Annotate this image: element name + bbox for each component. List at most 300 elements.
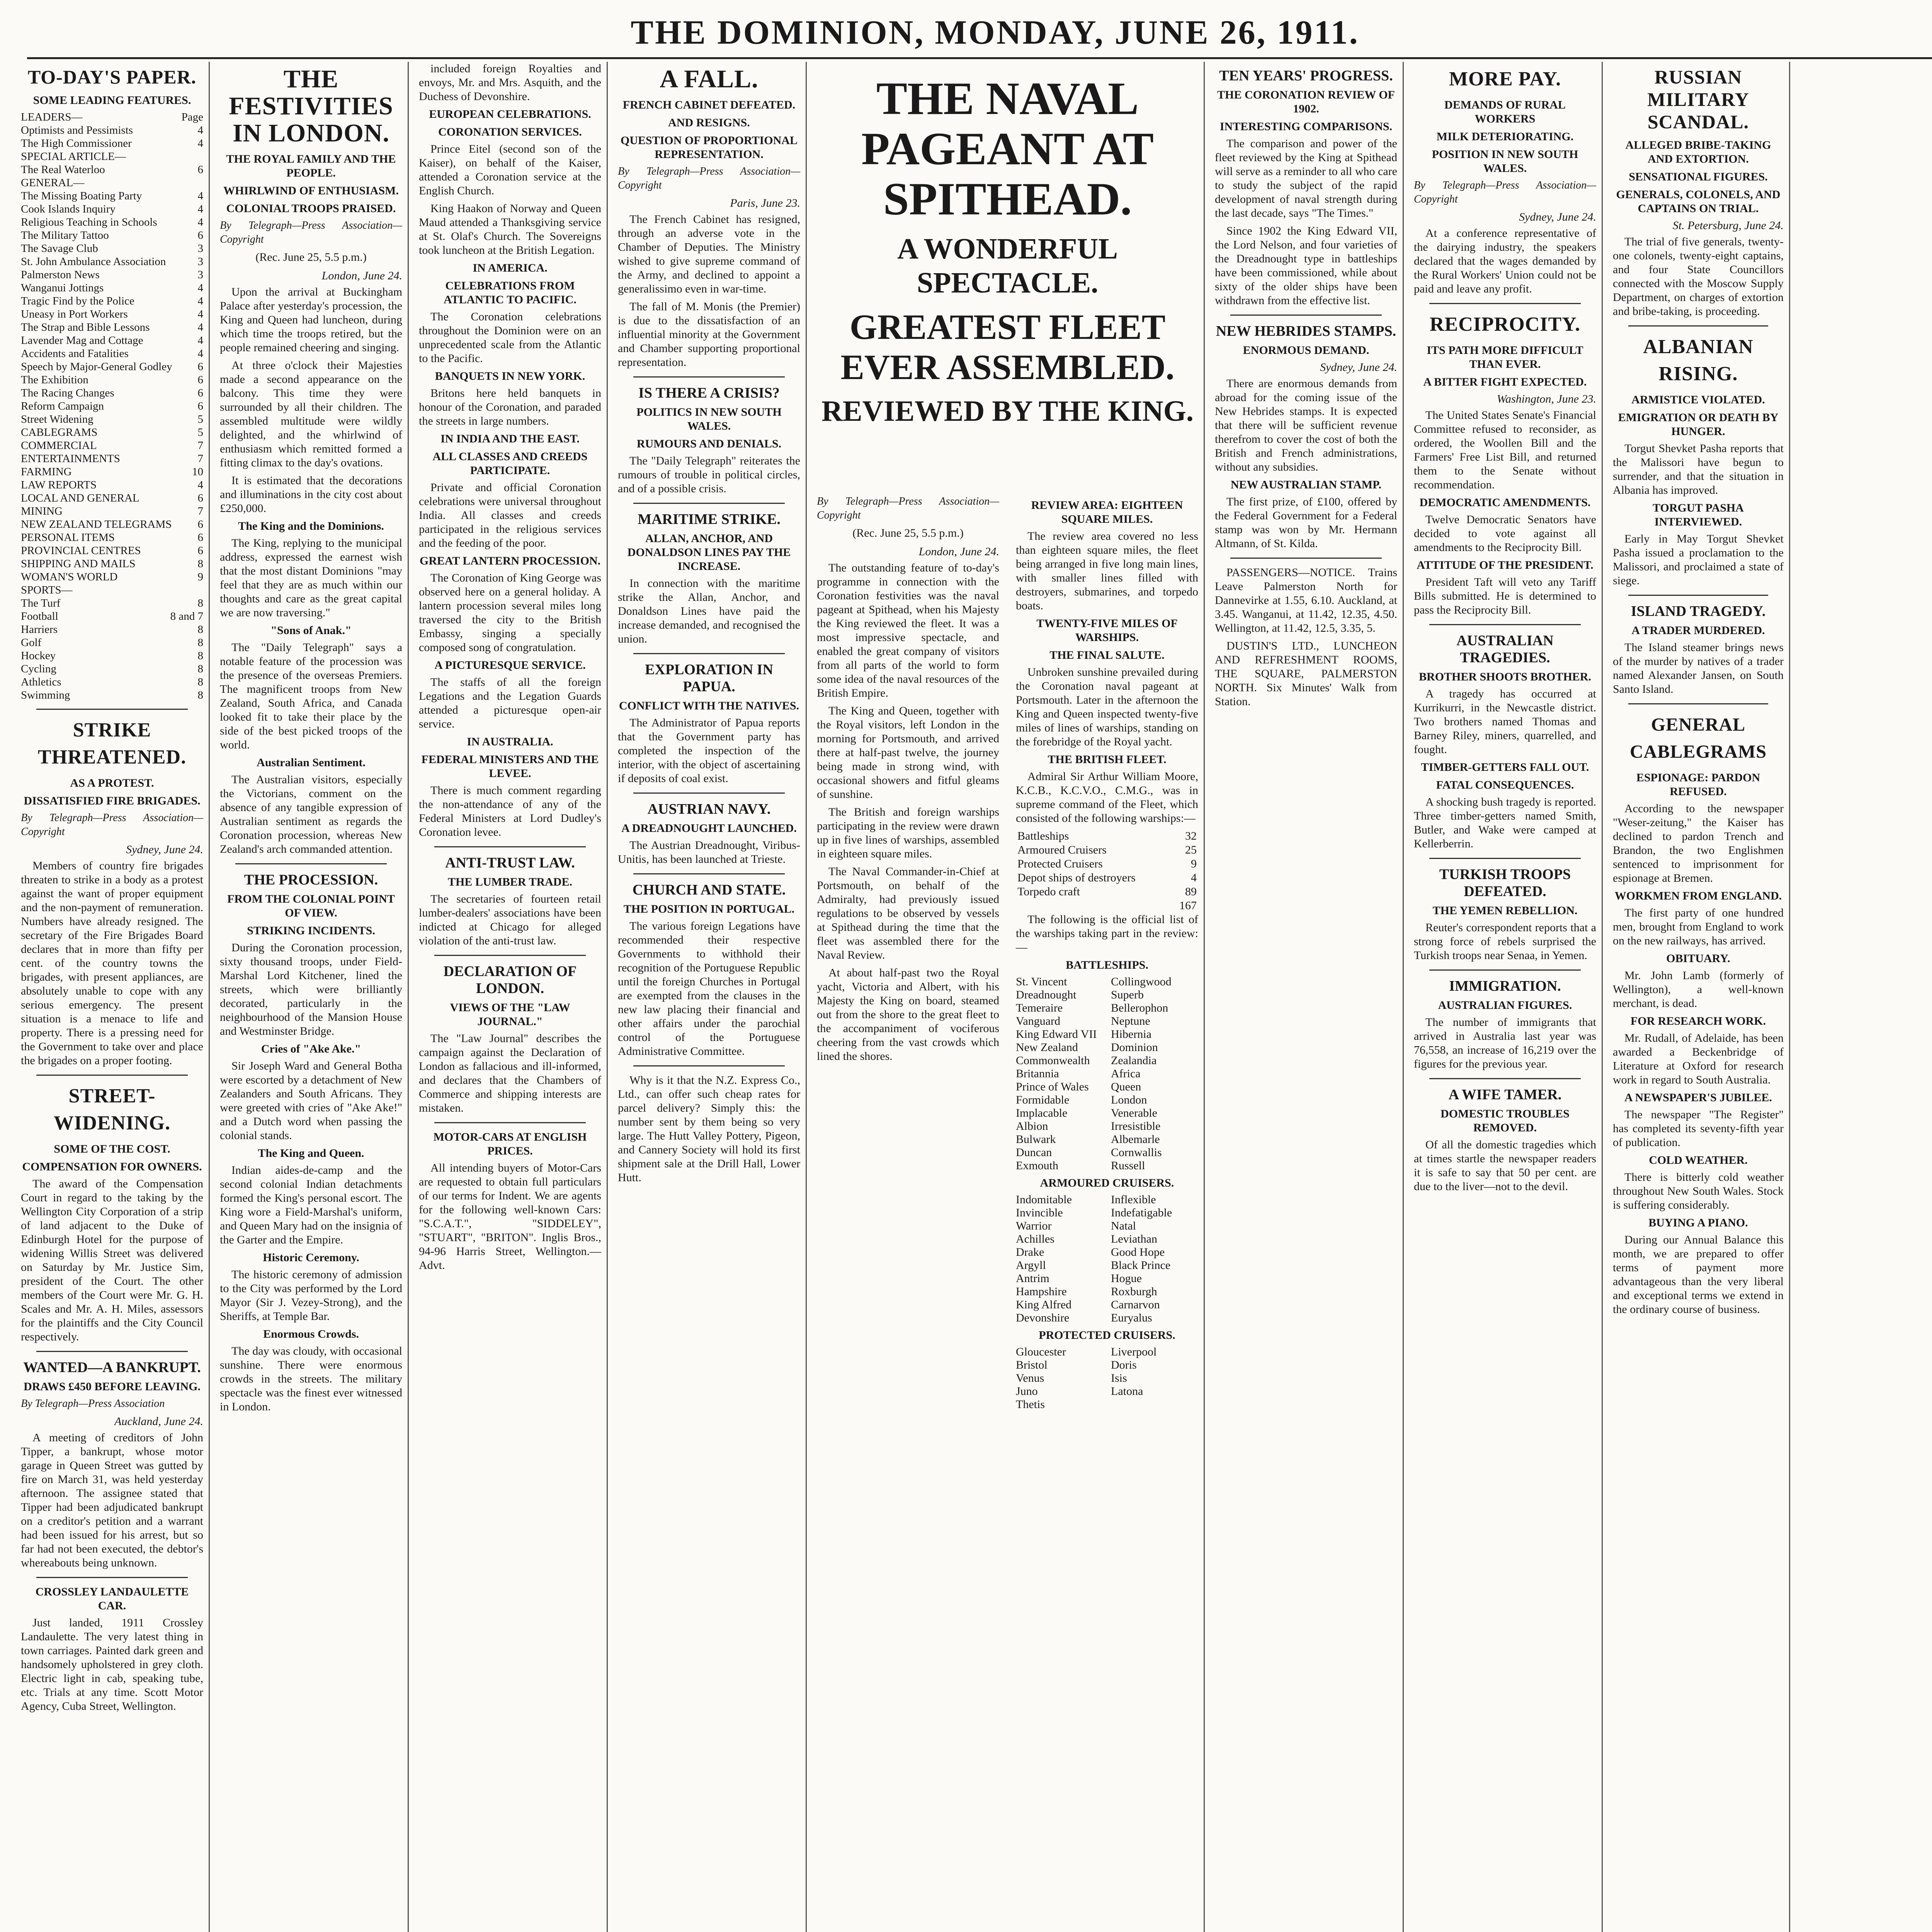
article-paragraph: The King, replying to the municipal address, expressed the earnest wish that the most distant Dominions "may feel that they are as much within our thoughts and care as the great capital we are now traversing." [220, 537, 402, 619]
article-paragraph: Since 1902 the King Edward VII, the Lord Nelson, and four varieties of the Dreadnought type in battleships have been commissioned, while about sixty of the older ships have been withdrawn from the effective list. [1215, 224, 1397, 307]
index-entry [21, 492, 203, 505]
section-heading: NEW AUSTRALIAN STAMP. [1230, 478, 1382, 491]
index-entry-page: 8 [197, 558, 203, 570]
index-entry-label: St. John Ambulance Association [21, 255, 166, 268]
subhead: A DREADNOUGHT LAUNCHED. [621, 822, 797, 835]
index-entry-label: Hockey [21, 650, 56, 662]
divider [633, 873, 785, 874]
index-entry-page: 7 [197, 505, 203, 517]
article-paragraph: Unbroken sunshine prevailed during the Coronation naval pageant at Portsmouth. Later in the afternoon the King and Queen inspected twenty-five miles of lines of warships, standing on the forebridge of the Royal yacht. [1016, 666, 1198, 748]
subhead: THE YEMEN REBELLION. [1432, 904, 1578, 917]
column-french-cabinet [612, 62, 806, 1932]
subhead: ITS PATH MORE DIFFICULT THAN EVER. [1427, 344, 1583, 371]
column-rule [408, 62, 409, 1932]
article-paragraph: The "Law Journal" describes the campaign against the Declaration of London as fallacious and ill-informed, and declares that the Chambers of Commerce and shipping interests are mistaken. [419, 1032, 601, 1114]
subhead: ENORMOUS DEMAND. [1243, 344, 1369, 357]
byline: By Telegraph—Press Association—Copyright [21, 812, 203, 838]
protected-cruisers-list [1016, 1345, 1198, 1411]
article-paragraph: Reuter's correspondent reports that a strong force of rebels surprised the Turkish troops near Senaa, in Yemen. [1414, 921, 1596, 962]
ship-name: Hibernia [1111, 1028, 1151, 1041]
index-entry-label: PERSONAL ITEMS [21, 531, 115, 544]
masthead [27, 12, 1932, 59]
ship-name: Achilles [1016, 1233, 1054, 1245]
motor-advert-title: MOTOR-CARS AT ENGLISH PRICES. [433, 1131, 587, 1157]
fleet-row [1016, 899, 1198, 913]
index-entry [21, 124, 203, 137]
ship-name: Hampshire [1016, 1285, 1067, 1298]
divider [1628, 595, 1768, 596]
subhead: WHIRLWIND OF ENTHUSIASM. [223, 184, 399, 197]
divider [36, 709, 188, 710]
index-entry [21, 649, 203, 662]
divider [1429, 858, 1581, 859]
ship-name: Thetis [1016, 1398, 1045, 1411]
section-heading: Cries of "Ake Ake." [261, 1043, 361, 1055]
index-entry-page: 4 [197, 190, 203, 202]
index-entry-label: Cycling [21, 663, 56, 675]
article-paragraph: Britons here held banquets in honour of the Coronation, and paraded the streets in large numbers. [419, 387, 601, 427]
index-entry-page: 8 and 7 [170, 610, 203, 622]
divider [633, 653, 785, 654]
index-entry-page: Page [181, 111, 203, 123]
article-paragraph: The day was cloudy, with occasional sunshine. There were enormous crowds in the streets. The military spectacle was the finest ever witnessed in London. [220, 1345, 402, 1413]
strike-subhead: AS A PROTEST. [70, 777, 154, 789]
advert-paragraph: DUSTIN'S LTD., LUNCHEON AND REFRESHMENT ROOMS, THE SQUARE, PALMERSTON NORTH. Six Minutes' Walk from Station. [1215, 639, 1397, 708]
index-entry-page: 4 [197, 137, 203, 150]
article-paragraph: There are enormous demands from abroad for the coming issue of the New Hebrides stamps. It is expected that there will be sufficient revenue therefrom to cover the cost of both the British and French administrations, without any subsidies. [1215, 377, 1397, 473]
ship-name: Temeraire [1016, 1002, 1063, 1014]
article-paragraph: The award of the Compensation Court in regard to the taking by the Wellington City Corporation of a strip of land adjacent to the Duke of Edinburgh Hotel for the purpose of widening Willis Street was delivered on Saturday by Mr. Justice Sim, president of the Court. The other members of the Court were Mr. G. H. Scales and Mr. A. H. Miles, assessors for the plaintiffs and the City Council respectively. [21, 1177, 203, 1343]
section-heading: IN AUSTRALIA. [467, 735, 553, 748]
ship-name: Neptune [1111, 1015, 1150, 1027]
article-paragraph: There is much comment regarding the non-attendance of any of the Federal Ministers at Lord Dudley's Coronation levee. [419, 784, 601, 838]
index-entry [21, 163, 203, 176]
index-entry [21, 636, 203, 649]
index-entry-label: Golf [21, 636, 42, 649]
cablegrams-headline: GENERAL CABLEGRAMS [1629, 714, 1767, 762]
ship-name: Devonshire [1016, 1311, 1070, 1324]
section-heading: Historic Ceremony. [263, 1251, 359, 1264]
fleet-row [1016, 857, 1198, 871]
index-entry-label: LOCAL AND GENERAL [21, 492, 139, 504]
index-entry-page: 6 [197, 492, 203, 504]
strike-headline: STRIKE THREATENED. [37, 719, 187, 768]
index-entry-label: CABLEGRAMS [21, 426, 98, 439]
dateline: London, June 24. [321, 269, 402, 282]
newspaper-title: THE DOMINION, MONDAY, JUNE 26, 1911. [631, 14, 1359, 51]
index-entry-page [201, 176, 203, 189]
papua-headline: EXPLORATION IN PAPUA. [645, 662, 773, 695]
index-entry-page: 3 [197, 255, 203, 268]
ship-name: Albemarle [1111, 1133, 1160, 1146]
subhead: RUMOURS AND DENIALS. [636, 437, 782, 450]
index-entry-page: 8 [197, 689, 203, 701]
ship-name: Isis [1111, 1372, 1127, 1384]
section-heading: PROTECTED CRUISERS. [1039, 1329, 1175, 1342]
todays-paper-title: TO-DAY'S PAPER. [27, 66, 197, 88]
index-entry-label: The High Commissioner [21, 137, 132, 150]
divider [1429, 1078, 1581, 1079]
ship-name: Dominion [1111, 1041, 1158, 1054]
index-entry [21, 531, 203, 544]
divider [633, 793, 785, 794]
column-more-pay [1408, 62, 1602, 1932]
article-paragraph: Twelve Democratic Senators have decided to vote against all amendments to the Reciprocity Bill. [1414, 513, 1596, 554]
subhead: QUESTION OF PROPORTIONAL REPRESENTATION. [621, 134, 798, 161]
subhead: GREATEST FLEET EVER ASSEMBLED. [840, 307, 1175, 387]
column-russian-scandal [1607, 62, 1789, 1932]
russian-headline: RUSSIAN MILITARY SCANDAL. [1647, 66, 1749, 133]
article-paragraph: A tragedy has occurred at Kurrikurri, in the Newcastle district. Two brothers named Thomas and Barney Riley, miners, quarrelled, and fought. [1414, 687, 1596, 756]
turkish-headline: TURKISH TROOPS DEFEATED. [1439, 866, 1571, 900]
subhead: VIEWS OF THE "LAW JOURNAL." [450, 1001, 570, 1028]
declaration-headline: DECLARATION OF LONDON. [443, 963, 577, 997]
index-entry [21, 347, 203, 360]
index-entry [21, 321, 203, 334]
ship-name: Superb [1111, 988, 1144, 1001]
index-entry-label: Tragic Find by the Police [21, 295, 134, 307]
index-entry-label: The Savage Club [21, 242, 98, 255]
section-heading: ATTITUDE OF THE PRESIDENT. [1417, 559, 1594, 571]
article-paragraph: The following is the official list of the warships taking part in the review:— [1016, 913, 1198, 954]
fleet-class: Torpedo craft [1017, 885, 1080, 898]
immigration-headline: IMMIGRATION. [1449, 978, 1561, 994]
bankrupt-subhead: DRAWS £450 BEFORE LEAVING. [24, 1380, 201, 1393]
index-entry-label: Wanganui Jottings [21, 282, 104, 294]
index-entry-page: 8 [197, 663, 203, 675]
article-paragraph: The "Daily Telegraph" reiterates the rumours of trouble in political circles, and of a possible crisis. [618, 454, 800, 495]
index-entry-label: Cook Islands Inquiry [21, 203, 116, 215]
subhead: STRIKING INCIDENTS. [247, 924, 375, 937]
article-paragraph: President Taft will veto any Tariff Bills submitted. He is determined to pass the Reciprocity Bill. [1414, 576, 1596, 616]
index-entry-label: Speech by Major-General Godley [21, 361, 172, 373]
index-entry-label: MINING [21, 505, 63, 517]
fleet-count: 32 [1185, 830, 1197, 842]
section-heading: REVIEW AREA: EIGHTEEN SQUARE MILES. [1031, 499, 1183, 526]
subhead: MILK DETERIORATING. [1436, 130, 1574, 143]
index-entry-label: Lavender Mag and Cottage [21, 334, 143, 347]
column-festivities [214, 62, 408, 1932]
article-paragraph: Mr. John Lamb (formerly of Wellington), a well-known merchant, is dead. [1613, 969, 1784, 1010]
subhead: A WONDERFUL SPECTACLE. [897, 233, 1118, 299]
ship-name: Cornwallis [1111, 1146, 1162, 1159]
index-entry [21, 189, 203, 202]
section-heading: GREAT LANTERN PROCESSION. [419, 554, 601, 567]
article-paragraph: It is estimated that the decorations and illuminations in the city cost about £250,000. [220, 474, 402, 515]
ship-name: Carnarvon [1111, 1298, 1160, 1311]
index-entry [21, 281, 203, 294]
divider [235, 863, 387, 864]
subhead: AND RESIGNS. [668, 116, 750, 129]
section-heading: COLD WEATHER. [1649, 1154, 1748, 1167]
tragedies-headline: AUSTRALIAN TRAGEDIES. [1456, 633, 1554, 666]
dateline: London, June 24. [918, 545, 999, 558]
ship-name: Black Prince [1111, 1259, 1171, 1272]
index-entry-page: 6 [197, 229, 203, 242]
battleships-list [1016, 975, 1198, 1172]
byline: By Telegraph—Press Association—Copyright [220, 219, 402, 245]
index-entry-label: The Racing Changes [21, 387, 114, 399]
index-entry-page: 7 [197, 439, 203, 452]
ship-name: Dreadnought [1016, 988, 1077, 1001]
ship-name: Warrior [1016, 1219, 1052, 1232]
ship-name: Indefatigable [1111, 1206, 1172, 1219]
article-paragraph: The comparison and power of the fleet reviewed by the King at Spithead will serve as a reminder to all who care to study the subject of the rapid development of naval strength during the last decade, says "The Times." [1215, 137, 1397, 219]
section-heading: CELEBRATIONS FROM ATLANTIC TO PACIFIC. [444, 279, 577, 306]
index-entry-page: 6 [197, 518, 203, 531]
ship-name: Duncan [1016, 1146, 1052, 1159]
divider [434, 846, 586, 847]
subhead: FRENCH CABINET DEFEATED. [622, 99, 796, 111]
column-rule [806, 62, 807, 1932]
article-paragraph: Indian aides-de-camp and the second colonial Indian detachments formed the King's personal escort. The King wore a Field-Marshal's uniform, and Queen Mary had on the insignia of the Garter and the Empire. [220, 1164, 402, 1246]
index-entry [21, 216, 203, 229]
article-paragraph: The outstanding feature of to-day's programme in connection with the Coronation festivities was the naval pageant at Spithead, when his Majesty the King reviewed the fleet. It was a most impressive spectacle, and enabled the great company of visitors from all parts of the world to form some idea of the naval resources of the British Empire. [817, 561, 999, 699]
index-entry [21, 229, 203, 242]
divider [434, 955, 586, 956]
street-headline: STREET-WIDENING. [53, 1085, 171, 1134]
subhead: A BITTER FIGHT EXPECTED. [1423, 376, 1587, 388]
index-entry-page: 6 [197, 531, 203, 544]
subhead: DOMESTIC TROUBLES REMOVED. [1440, 1107, 1570, 1134]
wife-tamer-headline: A WIFE TAMER. [1448, 1087, 1562, 1103]
divider [1429, 624, 1581, 625]
subhead: THE LUMBER TRADE. [447, 876, 572, 888]
index-entry-label: Reform Campaign [21, 400, 104, 412]
index-entry-label: Street Widening [21, 413, 94, 425]
subhead: ALLEGED BRIBE-TAKING AND EXTORTION. [1625, 139, 1771, 165]
section-heading: TIMBER-GETTERS FALL OUT. [1421, 761, 1589, 774]
index-entry [21, 583, 203, 597]
naval-pageant-banner [811, 62, 1204, 487]
ship-name: Bristol [1016, 1359, 1048, 1371]
article-paragraph: Admiral Sir Arthur William Moore, K.C.B., K.C.V.O., C.M.G., was in supreme command of the Fleet, which consisted of the following warships:— [1016, 770, 1198, 825]
section-heading: IN INDIA AND THE EAST. [440, 432, 580, 445]
subhead: ARMISTICE VIOLATED. [1631, 393, 1765, 406]
index-entry [21, 439, 203, 452]
article-paragraph: A shocking bush tragedy is reported. Three timber-getters named Smith, Butler, and Wake were camped at Kellerberrin. [1414, 796, 1596, 850]
index-entry [21, 268, 203, 281]
ship-name: Bellerophon [1111, 1002, 1168, 1014]
ship-name: Venus [1016, 1372, 1044, 1384]
index-entry-page: 10 [192, 466, 203, 478]
section-heading: A NEWSPAPER'S JUBILEE. [1624, 1091, 1772, 1104]
index-entry-page: 9 [197, 571, 203, 583]
index-entry-label: Football [21, 610, 58, 622]
article-paragraph: A meeting of creditors of John Tipper, a bankrupt, whose motor garage in Queen Street was gutted by fire on March 31, was held yesterday afternoon. The assignee stated that Tipper had been adjudicated bankrupt on a creditor's petition and a warrant had been issued for his arrest, but so far had not been executed, the debtor's whereabouts being unknown. [21, 1431, 203, 1569]
section-heading: FATAL CONSEQUENCES. [1436, 779, 1574, 791]
article-paragraph: At three o'clock their Majesties made a second appearance on the balcony. This time they were surrounded by all their children. The assembled multitude were wildly delighted, and the whirlwind of enthusiasm which remitted formed a fitting climax to the day's ovations. [220, 359, 402, 469]
index-entry-page: 8 [197, 623, 203, 636]
article-paragraph: The secretaries of fourteen retail lumber-dealers' associations have been indicted at Chicago for alleged violation of the anti-trust law. [419, 893, 601, 947]
column-naval-pageant [811, 495, 1005, 1932]
article-paragraph: At about half-past two the Royal yacht, Victoria and Albert, with his Majesty the King on board, steamed out from the shore to the great fleet to the accompaniment of vociferous cheering from the vast crowds which lined the shores. [817, 966, 999, 1063]
article-paragraph: The Coronation of King George was observed here on a general holiday. A lantern procession several miles long traversed the city to the British Embassy, singing a specially composed song of congratulation. [419, 571, 601, 654]
armoured-cruisers-list [1016, 1193, 1198, 1325]
ship-name: Formidable [1016, 1094, 1070, 1106]
ship-name: Drake [1016, 1246, 1044, 1259]
index-entry-label: LAW REPORTS [21, 479, 97, 491]
street-subhead-2: COMPENSATION FOR OWNERS. [22, 1160, 202, 1173]
subhead: COLONIAL TROOPS PRAISED. [226, 202, 396, 215]
divider [36, 1075, 188, 1076]
ship-name: Hogue [1111, 1272, 1142, 1285]
albanian-headline: ALBANIAN RISING. [1643, 336, 1753, 385]
divider [36, 1577, 188, 1578]
index-entry-label: The Turf [21, 597, 61, 609]
procession-headline: THE PROCESSION. [244, 872, 378, 888]
subhead: POSITION IN NEW SOUTH WALES. [1432, 148, 1578, 175]
index-entry [21, 544, 203, 557]
byline: By Telegraph—Press Association—Copyright [1414, 179, 1596, 205]
column-todays-paper [15, 62, 209, 1932]
subhead: INTERESTING COMPARISONS. [1219, 120, 1393, 133]
index-entry [21, 334, 203, 347]
antitrust-headline: ANTI-TRUST LAW. [445, 855, 575, 871]
article-paragraph: The Australian visitors, especially the Victorians, comment on the absence of any tangible expression of Australian sentiment as regards the Coronation procession, whereas New Zealand's arch commanded attention. [220, 773, 402, 855]
fleet-row [1016, 871, 1198, 885]
article-paragraph: The newspaper "The Register" has completed its seventy-fifth year of publication. [1613, 1108, 1784, 1149]
bankrupt-headline: WANTED—A BANKRUPT. [23, 1359, 201, 1376]
ship-name: Africa [1111, 1067, 1141, 1080]
index-entry [21, 255, 203, 268]
index-entry-page: 4 [197, 216, 203, 228]
index-entry-page: 4 [197, 321, 203, 333]
divider [1230, 558, 1382, 559]
section-heading: FEDERAL MINISTERS AND THE LEVEE. [421, 753, 599, 780]
article-paragraph: In connection with the maritime strike the Allan, Anchor, and Donaldson Lines have paid the increase demanded, and recognised the union. [618, 577, 800, 645]
column-rule [607, 62, 608, 1932]
index-entry [21, 176, 203, 189]
index-entry [21, 452, 203, 465]
section-heading: Enormous Crowds. [263, 1328, 359, 1340]
article-paragraph: included foreign Royalties and envoys, Mr. and Mrs. Asquith, and the Duchess of Devonshire. [419, 62, 601, 103]
dateline: Paris, June 23. [730, 197, 800, 209]
fleet-table [1016, 829, 1198, 913]
subhead: BROTHER SHOOTS BROTHER. [1419, 670, 1591, 683]
article-paragraph: Sir Joseph Ward and General Botha were escorted by a detachment of New Zealanders and South Africans. They were greeted with cries of "Ake Ake!" and a Dutch word when passing the colonial stands. [220, 1060, 402, 1142]
index-entry [21, 570, 203, 583]
subhead: THE POSITION IN PORTUGAL. [623, 903, 795, 915]
index-entry [21, 294, 203, 308]
divider [1230, 315, 1382, 316]
index-entry-page [201, 583, 203, 597]
subhead: POLITICS IN NEW SOUTH WALES. [636, 406, 782, 432]
index-entry [21, 597, 203, 610]
article-paragraph: According to the newspaper "Weser-zeitung," the Kaiser has declined to pardon Trench and Brandon, the two Englishmen sentenced to imprisonment for espionage at Bremen. [1613, 802, 1784, 884]
index-entry [21, 360, 203, 373]
ship-name: Invincible [1016, 1206, 1063, 1219]
advert-paragraph: During our Annual Balance this month, we are prepared to offer terms of payment more advantageous than the very liberal and exceptional terms we extend in the ordinary course of business. [1613, 1233, 1784, 1316]
section-heading: ARMOURED CRUISERS. [1040, 1177, 1174, 1189]
index-entry-label: GENERAL— [21, 177, 85, 189]
index-entry-label: Swimming [21, 689, 70, 701]
index-entry [21, 308, 203, 321]
ship-name: Collingwood [1111, 975, 1172, 988]
naval-pageant-headline: THE NAVAL PAGEANT AT SPITHEAD. [861, 73, 1154, 224]
index-entry [21, 111, 203, 124]
index-entry [21, 662, 203, 675]
church-headline: CHURCH AND STATE. [632, 882, 786, 898]
section-heading: THE BRITISH FLEET. [1048, 753, 1167, 766]
index-entry [21, 557, 203, 570]
index-entry [21, 689, 203, 702]
ship-name: Leviathan [1111, 1233, 1157, 1245]
section-heading: TORGUT PASHA INTERVIEWED. [1653, 502, 1744, 528]
index-entry-page: 5 [197, 413, 203, 425]
subhead: GENERALS, COLONELS, AND CAPTAINS ON TRIAL. [1616, 188, 1781, 215]
ship-name: Euryalus [1111, 1311, 1152, 1324]
divider [1628, 703, 1768, 704]
subhead: AUSTRALIAN FIGURES. [1438, 999, 1572, 1012]
crossley-advert-title: CROSSLEY LANDAULETTE CAR. [35, 1585, 189, 1612]
article-paragraph: At a conference representative of the dairying industry, the speakers declared that the wages demanded by the Rural Workers' Union could not be paid and leave any profit. [1414, 227, 1596, 295]
festivities-headline: THE FESTIVITIES IN LONDON. [229, 65, 393, 147]
article-paragraph: The review area covered no less than eighteen square miles, the fleet being arranged in five long main lines, with smaller lines filled with destroyers, submarines, and torpedo boats. [1016, 530, 1198, 612]
dateline: Auckland, June 24. [114, 1415, 203, 1428]
index-entry [21, 386, 203, 400]
subhead: THE ROYAL FAMILY AND THE PEOPLE. [226, 153, 396, 179]
article-paragraph: The first prize, of £100, offered by the Federal Government for a Federal stamp was won by Mr. Hermann Altmann, of St. Kilda. [1215, 495, 1397, 550]
index-entry [21, 465, 203, 478]
reciprocity-headline: RECIPROCITY. [1429, 313, 1581, 335]
advert-paragraph: All intending buyers of Motor-Cars are requested to obtain full particulars of our terms for Indent. We are agents for the following well-known Cars: "S.C.A.T.", "SIDDELEY", "STUART", "BRITON". Inglis Bros., 94-96 Harris Street, Wellington.—Advt. [419, 1162, 601, 1272]
section-heading: A PICTURESQUE SERVICE. [434, 659, 586, 672]
index-entry [21, 478, 203, 492]
fleet-class: Armoured Cruisers [1017, 844, 1107, 856]
fleet-class [1016, 899, 1172, 913]
more-pay-headline: MORE PAY. [1449, 68, 1561, 90]
index-entry [21, 623, 203, 636]
index-entry-label: NEW ZEALAND TELEGRAMS [21, 518, 172, 531]
article-paragraph: Members of country fire brigades threaten to strike in a body as a protest against the want of proper equipment and the non-payment of remuneration. Numbers have already resigned. The secretary of the Fire Brigades Board declares that in more than fifty per cent. of the country towns the brigades, with present appliances, are absolutely unable to cope with any serious emergency. The present situation is a menace to life and property. There is a pressing need for the Government to take over and place the brigades on a proper footing. [21, 859, 203, 1067]
article-paragraph: The Administrator of Papua reports that the Government party has completed the inspection of the interior, with the object of ascertaining if deposits of coal exist. [618, 716, 800, 785]
ship-name: Argyll [1016, 1259, 1046, 1272]
advert-paragraph: Why is it that the N.Z. Express Co., Ltd., can offer such cheap rates for parcel delivery? Simply this: the number sent by them being so very large. The Hutt Valley Pottery, Pigeon, and Cannery Society will hold its first shipment sale at the Drill Hall, Lower Hutt. [618, 1074, 800, 1184]
navy-headline: AUSTRIAN NAVY. [647, 801, 771, 817]
fleet-class: Protected Cruisers [1017, 857, 1103, 870]
index-entry-page: 4 [197, 295, 203, 307]
subhead: DEMANDS OF RURAL WORKERS [1444, 99, 1566, 125]
subhead: REVIEWED BY THE KING. [821, 395, 1194, 427]
index-entry-page: 4 [197, 308, 203, 320]
island-headline: ISLAND TRAGEDY. [1631, 603, 1766, 619]
ship-name: Exmouth [1016, 1159, 1058, 1172]
section-heading: FOR RESEARCH WORK. [1630, 1015, 1766, 1027]
ship-name: Venerable [1111, 1107, 1157, 1119]
column-rule [1602, 62, 1603, 1932]
maritime-headline: MARITIME STRIKE. [638, 511, 781, 527]
index-entry-label: The Strap and Bible Lessons [21, 321, 150, 333]
advert-paragraph: Just landed, 1911 Crossley Landaulette. The very latest thing in town carriages. Painted dark green and handsomely upholstered in grey cloth. Electric light in cab, speaking tube, etc. Trials at any time. Scott Motor Agency, Cuba Street, Wellington. [21, 1616, 203, 1713]
index-entry [21, 202, 203, 216]
fleet-count: 167 [1179, 899, 1197, 912]
subhead: A TRADER MURDERED. [1631, 624, 1765, 637]
article-paragraph: The various foreign Legations have recommended their respective Governments to withhold their recognition of the Portuguese Republic until the foreign Churches in Portugal are exempted from the clauses in the new law placing their financial and other affairs under the parochial control of the Portuguese Administrative Committee. [618, 920, 800, 1058]
ship-name: Bulwark [1016, 1133, 1056, 1146]
todays-paper-subtitle: SOME LEADING FEATURES. [33, 94, 191, 107]
section-heading: CORONATION SERVICES. [438, 126, 582, 138]
ship-name: Natal [1111, 1219, 1136, 1232]
index-entry-label: PROVINCIAL CENTRES [21, 544, 141, 557]
index-entry [21, 242, 203, 255]
index-entry-page: 8 [197, 597, 203, 609]
section-heading: DEMOCRATIC AMENDMENTS. [1419, 496, 1591, 509]
index-entry-page: 3 [197, 242, 203, 255]
column-fleet-list [1010, 495, 1204, 1932]
index-entry [21, 505, 203, 518]
article-paragraph: During the Coronation procession, sixty thousand troops, under Field-Marshal Lord Kitchener, lined the streets, which were brilliantly decorated, particularly in the neighbourhood of the Mansion House and Westminster Bridge. [220, 941, 402, 1037]
